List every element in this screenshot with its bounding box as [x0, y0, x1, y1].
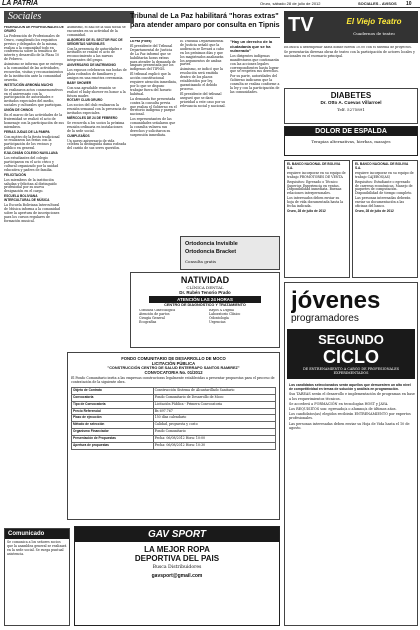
clinic-doctor: Dr. Rubén Tenorio Prado	[179, 290, 231, 295]
article-headline-box	[130, 12, 280, 38]
service-item: Laboratorio Clínico	[209, 311, 241, 316]
service-item: Odontología	[209, 315, 229, 320]
gav-line-1: LA MEJOR ROPA	[144, 545, 210, 554]
service-item: Urgencias	[209, 319, 226, 324]
table-row: Método de selección Calidad, propuesta y costo	[72, 422, 276, 429]
diabetes-phone: Telf. 5275891	[337, 107, 365, 112]
ad-line-2: Ortodoncia Bracket	[185, 249, 237, 255]
jovenes-subtitle: programadores	[291, 313, 359, 324]
table-row: Plazo de ejecución 150 días calendario	[72, 415, 276, 422]
page-number: 10	[406, 1, 412, 7]
tender-work: "CONSTRUCCIÓN CENTRO DE SALUD ENTERRAPO SANTOS RAMIREZ"	[107, 366, 240, 370]
newspaper-logo: LA PATRIA	[2, 0, 39, 7]
column-2: Asimismo, el hall de la sala social se encuentra en su actividad de la comunidad. ALBORDEO DE EL SECTOR RUC DE SEÑORITAS VARONILES Con la presencia de autoridades e invitados se realizó el acto de reconocimiento a las nuevas integrantes del grupo. ANIVERSARIO DE MATRIMONIO Los esposos celebraron sus bodas de plata rodeados de familiares y amigos en una emotiva ceremonia. BABY SHOWER Con una agradable reunión se realizó el baby shower en honor a la futura madre. ROTARY CLUB ORURO Los socios del club realizaron la reunión semanal con la presencia de invitados especiales. MIÉRCOLES DE 24 DE FEBRERO Se recuerda a los socios la próxima reunión ordinaria en instalaciones de la sede social. CUMPLEAÑOS Un nuevo aniversario de vida celebra la distinguida dama rodeada del cariño de sus seres queridos.	[67, 26, 127, 151]
back-pain-text: Terapias alternativas, hierbas, masajes	[311, 139, 391, 144]
diabetes-ad	[284, 88, 418, 124]
table-row: Objeto de Contrato Construcción Sistema de Alcantarillado Sanitario	[72, 387, 276, 394]
gav-sport-ad	[74, 526, 280, 626]
heading: UNIÓN DE CHINOS	[4, 108, 33, 113]
clinic-center: CENTRO DE DIAGNÓSTICO Y TRATAMIENTO	[164, 303, 246, 307]
heading: FEDERACION DE PROFESIONALES DE ORURO	[4, 26, 64, 33]
ciclo-label: CICLO	[323, 347, 379, 367]
header-date: Oruro, sábado 28 de julio de 2012	[260, 1, 321, 6]
header-section: SOCIALES - AVISOS	[358, 1, 397, 6]
page-header	[0, 0, 420, 8]
article-column-1: La Paz (Fides) El presidente del Tribunal Departamental de Justicia de La Paz informó que se habilitarán horas extras para atender la demanda de amparo presentada por los indígenas del TIPNIS. El tribunal explicó que la acción constitucional requiere atención inmediata, por lo que se dispuso trabajar fuera del horario habitual. La demanda fue presentada contra la consulta previa que realiza el Gobierno en el territorio indígena y parque nacional. Los representantes de las comunidades señalaron que la consulta vulnera sus derechos y solicitaron su suspensión inmediata.	[130, 40, 177, 137]
segundo-label: SEGUNDO	[318, 332, 384, 347]
gav-logo: GAV SPORT	[75, 527, 279, 542]
bank-right-title: EL BANCO NACIONAL DE BOLIVIA S.A.	[355, 162, 409, 170]
article-column-3: "Hay un derecho de la ciudadanía que se ha vulnerado" Los dirigentes indígenas manifestaron que continuarán con las acciones legales correspondientes hasta lograr que se respeten sus derechos. Por su parte, autoridades del Gobierno indicaron que la consulta se realiza conforme a la ley y con la participación de las comunidades.	[230, 40, 280, 94]
service-item: Consulta Ginecológica	[139, 309, 176, 312]
article-column-2: El Tribunal Departamental de Justicia señaló que la audiencia se llevará a cabo en los próximos días y que los magistrados analizarán los argumentos de ambas partes. Asimismo, se indicó que la resolución será emitida dentro de los plazos establecidos por ley, garantizando el debido proceso. El presidente del tribunal aseguró que se dará prioridad a este caso por su relevancia social y nacional.	[180, 40, 226, 108]
gav-line-2: DEPORTIVA DEL PAIS	[134, 554, 220, 563]
table-row: Organismo Financiador Fondo Comunitario	[72, 429, 276, 436]
bank-ad-right: EL BANCO NACIONAL DE BOLIVIA S.A. requiere incorporar en su equipo de trabajo CAJEROS(AS) Requisitos: Estudiante o egresado de carreras económicas. Manejo de paquetes de computación. Disponibilidad de tiempo completo. Las personas interesadas deberán enviar su documentación a las oficinas del banco. Oruro, 28 de julio de 2012	[352, 160, 418, 278]
heading: INSTITUCIÓN ARMONÍA MACHO	[4, 82, 54, 87]
gav-email: gavsport@gmail.com	[151, 573, 203, 579]
tv-caption: Cuadernos de teatro	[353, 31, 395, 36]
article-kicker: La Paz (Fides)	[130, 40, 152, 43]
table-row: Precio Referencial Bs 697.767	[72, 408, 276, 415]
bank-left-date: Oruro, 28 de julio de 2012	[287, 208, 326, 213]
tender-convocatoria: CONVOCATORIA No. 01/2012	[144, 370, 203, 375]
tv-banner	[284, 11, 418, 43]
services-list-right	[209, 309, 275, 325]
gav-line-3: Busca Distribuidores	[152, 565, 202, 570]
tender-table	[71, 387, 276, 450]
heading: ANIVERSARIO DE MATRIMONIO	[67, 63, 116, 68]
orthodontics-ad	[180, 236, 280, 270]
table-row: Apertura de propuestas Fecha: 06/08/2012 Hora: 10:30	[72, 443, 276, 450]
service-item: Cirugía General	[139, 315, 165, 320]
bank-ad-left: EL BANCO NACIONAL DE BOLIVIA S.A. requiere incorporar en su equipo de trabajo PROMOTORES DE VENTA Requisitos: Egresado o Técnico Superior. Experiencia en ventas. Disponibilidad inmediata. Buenas relaciones interpersonales. Los interesados deben enviar su hoja de vida documentada hasta la fecha indicada. Oruro, 28 de julio de 2012	[284, 160, 350, 278]
service-item: Ecografías	[139, 319, 157, 324]
diabetes-doctor: Dr. Otto A. Cuevas Villarroel	[320, 100, 382, 105]
bank-left-title: EL BANCO NACIONAL DE BOLIVIA S.A.	[287, 162, 341, 170]
table-row: Presentación de Propuestas Fecha: 06/08/2012 Hora: 10:00	[72, 436, 276, 443]
teatro-logo: El Viejo Teatro	[346, 17, 402, 26]
tender-subtitle: LICITACIÓN PÚBLICA	[151, 361, 196, 366]
clinic-subtitle: CLÍNICA DENTAL	[186, 285, 224, 290]
diabetes-title: DIABETES	[330, 91, 372, 100]
comunicado-title: Comunicado	[5, 529, 69, 539]
tv-text: En busca a desempeñar hasta donde fueron 10.00 con el sistema de proyectos. Se presentarán diversas obras de teatro con la participación de actores locales y nacionales en el escenario principal.	[284, 46, 415, 58]
programmers-body: Los candidatos seleccionados serán aquellos que demuestren un alto nivel de competitividad en temas de solución y análisis en programación. Sus TAREAS serán el desarrollo e implementación de programas en base a los requerimientos técnicos. Se accederá a FORMACIÓN en tecnologías HOST y JAVA. Los REQUISITOS son: egresado/a o alumno/a de últimos años. Los candidatos(as) elegidos recibirán ENTRENAMIENTO por expertos profesionales. Las personas interesadas deben enviar su Hoja de Vida hasta el 10 de agosto.	[289, 383, 415, 430]
article-headline: Tribunal de La Paz habilitará "horas extras" para atender amparo por consulta en Tipnis	[130, 12, 280, 29]
heading: BABY SHOWER	[67, 80, 92, 85]
bank-left-text: requiere incorporar en su equipo de trabajo PROMOTORES DE VENTA	[287, 170, 346, 179]
paragraph: La Federación de Profesionales de Oruro, cumpliendo los requisitos previos y delegados de la misma, realiza a la comunidad todo en conferencia sobre la temática de interés y desarrollo de la Plaza 10 de Febrero.	[4, 33, 60, 62]
bank-right-text: requiere incorporar en su equipo de trabajo CAJEROS(AS)	[355, 170, 414, 179]
jovenes-title: jóvenes	[291, 287, 381, 314]
table-row: Tipo de Convocatoria Licitación Pública - Primera Convocatoria	[72, 401, 276, 408]
ciclo-desc: DE ENTRENAMIENTO A CARGO DE PROFESIONALES EXPERIMENTADOS	[302, 367, 400, 375]
back-pain-ad	[284, 126, 418, 156]
clinic-title: NATIVIDAD	[180, 275, 230, 285]
back-pain-title: DOLOR DE ESPALDA	[285, 127, 417, 136]
tv-title: TV	[288, 14, 314, 36]
heading: ALBORDEO DE EL SECTOR RUC DE SEÑORITAS VARONILES	[67, 37, 123, 46]
bank-right-date: Oruro, 28 de julio de 2012	[355, 208, 394, 213]
column-1: FEDERACION DE PROFESIONALES DE ORURO La Federación de Profesionales de Oruro, cumpliendo los requisitos previos y delegados de la misma, realiza a la comunidad todo en conferencia sobre la temática de interés y desarrollo de la Plaza 10 de Febrero. Asimismo se informa que se entrega a la comunidad de las actividades, recuerdos, visitas y reconocimientos de la institución ante la comunidad orureña. INSTITUCIÓN ARMONÍA MACHO Se realizaron actos conmemorativos en el aniversario con la participación de autoridades e invitados especiales del medio, sociales y culturales que participan. UNIÓN DE CHINOS En el marco de las actividades de la fraternidad se realizó el acto de homenaje con la participación de sus miembros. FERIAS JUDAS DE LA PAMPA Con motivo de la fiesta tradicional se realizaron las ferias con la participación de los vecinos y público en general. EJALCINIÁN COLEGIO NAVILLANA Los estudiantes del colegio participaron en el acto cívico y cultural organizado por la unidad educativa y padres de familia. FELICITACIÓN Los miembros de la institución saludan y felicitan al distinguido profesional por su nueva designación en el cargo. ESCUELA BOLIVIANA INTERCULTURAL DE MÚSICA La Escuela Boliviana Intercultural de Música informa a la comunidad sobre la apertura de inscripciones para los cursos regulares de formación musical.	[4, 26, 64, 223]
tender-title: FONDO COMUNITARIO DE DESARROLLO DE MOCO	[121, 356, 226, 361]
ad-line-3: Consulta gratis	[185, 259, 217, 264]
table-row: Convocatoria Fondo Comunitario de Desarrollo de Moco	[72, 394, 276, 401]
ciclo-banner	[287, 329, 415, 379]
programmers-recruitment-ad	[284, 282, 418, 626]
pull-quote: "Hay un derecho de la ciudadanía que se ha vulnerado"	[230, 40, 273, 54]
public-tender-notice: FONDO COMUNITARIO DE DESARROLLO DE MOCO LICITACIÓN PÚBLICA "CONSTRUCCIÓN CENTRO DE SALUD ENTERRAPO SANTOS RAMIREZ" CONVOCATORIA No. 01/2012 El Fondo Comunitario invita a las empresas constructoras legalmente establecidas a presentar propuestas para el proceso de contratación de la siguiente obra. Objeto de Contrato Construcción Sistema de Alcantarillado Sanitario Convocatoria Fondo Comunitario de Desarrollo de Moco Tipo de Convocatoria Licitación Pública - Primera Convocatoria Precio Referencial Bs 697.767 Plazo de ejecución 150 días calendario Método de selección Calidad, propuesta y costo Organismo Financiador Fondo Comunitario Presentación de Propuestas Fecha: 06/08/2012 Hora: 10:00 Apertura de propuestas Fecha: 06/08/2012 Hora: 10:30	[67, 352, 280, 520]
heading: ESCUELA BOLIVIANA INTERCULTURAL DE MÚSICA	[4, 194, 50, 203]
heading: CUMPLEAÑOS	[67, 133, 90, 138]
service-item: Atención de partos	[139, 311, 170, 316]
clinic-hours: ATENCIÓN LAS 24 HORAS	[149, 296, 261, 303]
heading: ROTARY CLUB ORURO	[67, 98, 103, 103]
comunicado-notice: Comunicado Se comunica a los señores socios que la asamblea general se realizará en la sede social. Se ruega puntual asistencia.	[4, 528, 70, 626]
ad-line-1: Ortodoncia Invisible	[185, 241, 238, 247]
heading: FERIAS JUDAS DE LA PAMPA	[4, 129, 50, 134]
heading: FELICITACIÓN	[4, 172, 27, 177]
services-list-left	[139, 309, 205, 325]
heading: EJALCINIÁN COLEGIO NAVILLANA	[4, 151, 58, 156]
section-title: Sociales	[4, 11, 134, 23]
heading: MIÉRCOLES DE 24 DE FEBRERO	[67, 116, 118, 121]
service-item: Rayos X Digital	[209, 309, 234, 312]
natividad-clinic-ad	[130, 272, 280, 348]
